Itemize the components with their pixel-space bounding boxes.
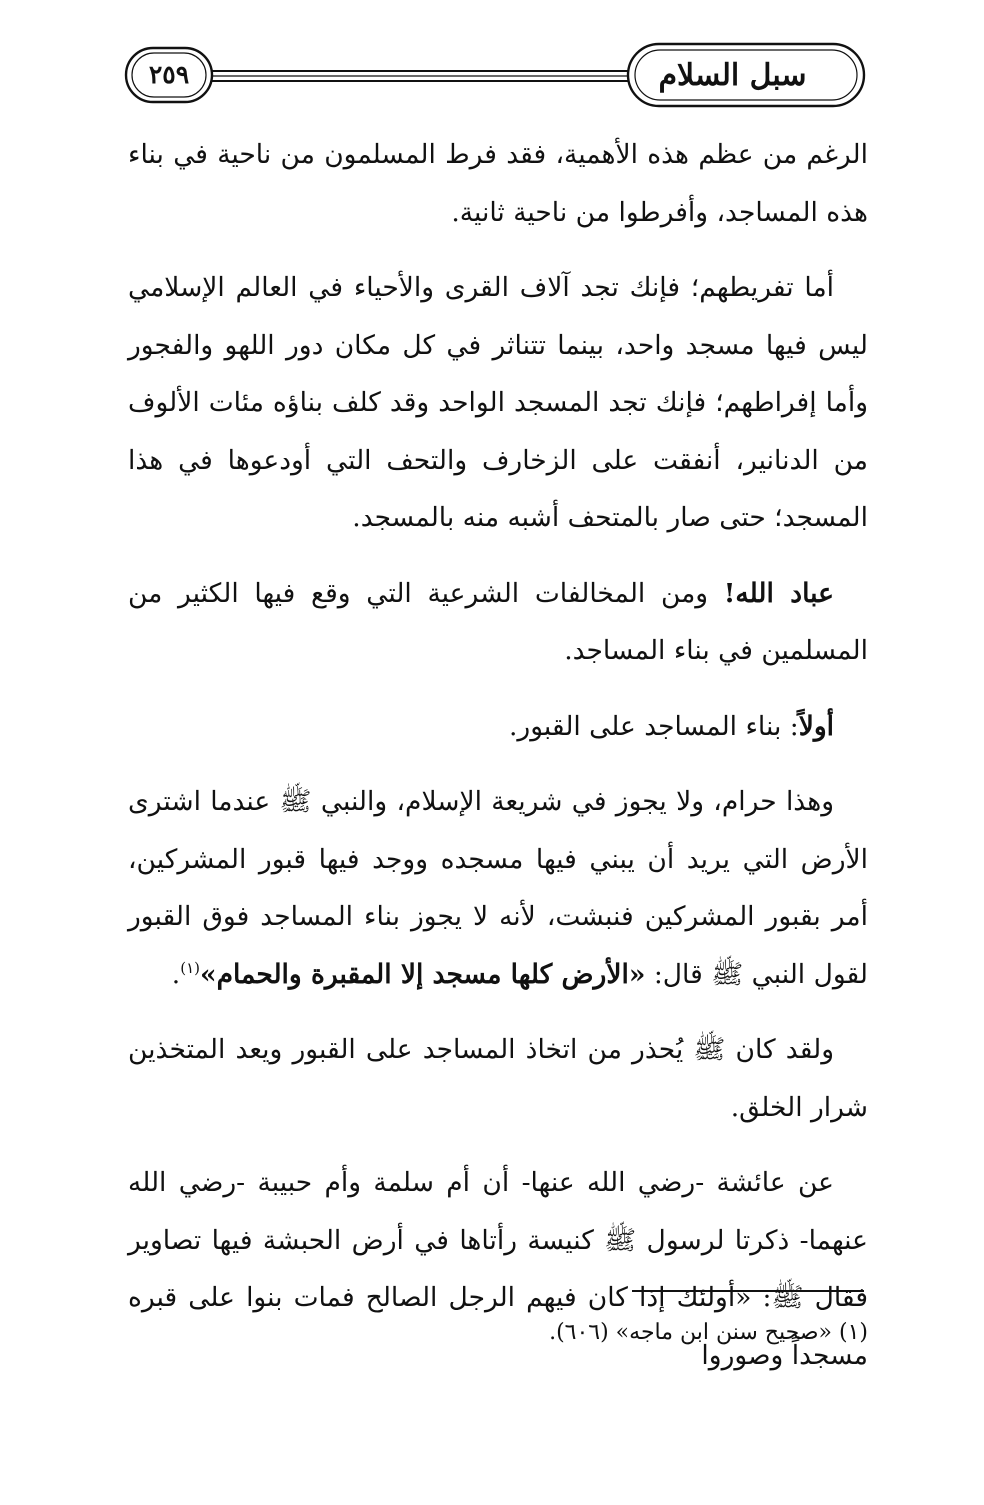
paragraph-4 [128,698,868,756]
body-text [128,126,868,1402]
book-title: سبل السلام [658,57,807,93]
paragraph-4-lead: أولاً [798,710,834,742]
footnote-divider [632,1290,864,1292]
footnote: (١) «صحيح سنن ابن ماجه» (٦٠٦). [549,1320,868,1345]
hadith-quote: «الأرض كلها مسجد إلا المقبرة والحمام» [200,958,646,990]
page-header [120,40,875,112]
paragraph-6: ولقد كان ﷺ يُحذر من اتخاذ المساجد على القبور ويعد المتخذين شرار الخلق. [128,1034,868,1123]
paragraph-3-text: ومن المخالفات الشرعية التي وقع فيها الكثير من المسلمين في بناء المساجد. [128,577,868,666]
paragraph-7: عن عائشة -رضي الله عنها- أن أم سلمة وأم حبيبة -رضي الله عنهما- ذكرتا لرسول ﷺ كنيسة رأتاها في أرض الحبشة فيها تصاوير فقال ﷺ: «أولئك إذا كان فيهم الرجل الصالح فمات بنوا على قبره مسجداً وصوروا [128,1167,868,1371]
paragraph-3-lead: عباد الله! [723,577,834,609]
paragraph-5 [128,773,868,1003]
footnote-ref: (١) [180,958,201,977]
paragraph-5-end: . [171,958,181,990]
paragraph-4-text: : بناء المساجد على القبور. [509,710,799,742]
paragraph-1: الرغم من عظم هذه الأهمية، فقد فرط المسلمون من ناحية في بناء هذه المساجد، وأفرطوا من ناحية ثانية. [128,139,868,228]
paragraph-3 [128,565,868,680]
paragraph-2: أما تفريطهم؛ فإنك تجد آلاف القرى والأحياء في العالم الإسلامي ليس فيها مسجد واحد، بينما تتناثر في كل مكان دور اللهو والفجور وأما إفراطهم؛ فإنك تجد المسجد الواحد وقد كلف بناؤه مئات الألوف من الدنانير، أنفقت على الزخارف والتحف التي أودعوها في هذا المسجد؛ حتى صار بالمتحف أشبه منه بالمسجد. [128,272,868,533]
page-number: ٢٥٩ [148,59,190,89]
paragraph-5-text: وهذا حرام، ولا يجوز في شريعة الإسلام، والنبي ﷺ عندما اشترى الأرض التي يريد أن يبني فيها مسجده ووجد فيها قبور المشركين، أمر بقبور المشركين فنبشت، لأنه لا يجوز بناء المساجد فوق القبور لقول النبي ﷺ قال: [128,786,868,990]
